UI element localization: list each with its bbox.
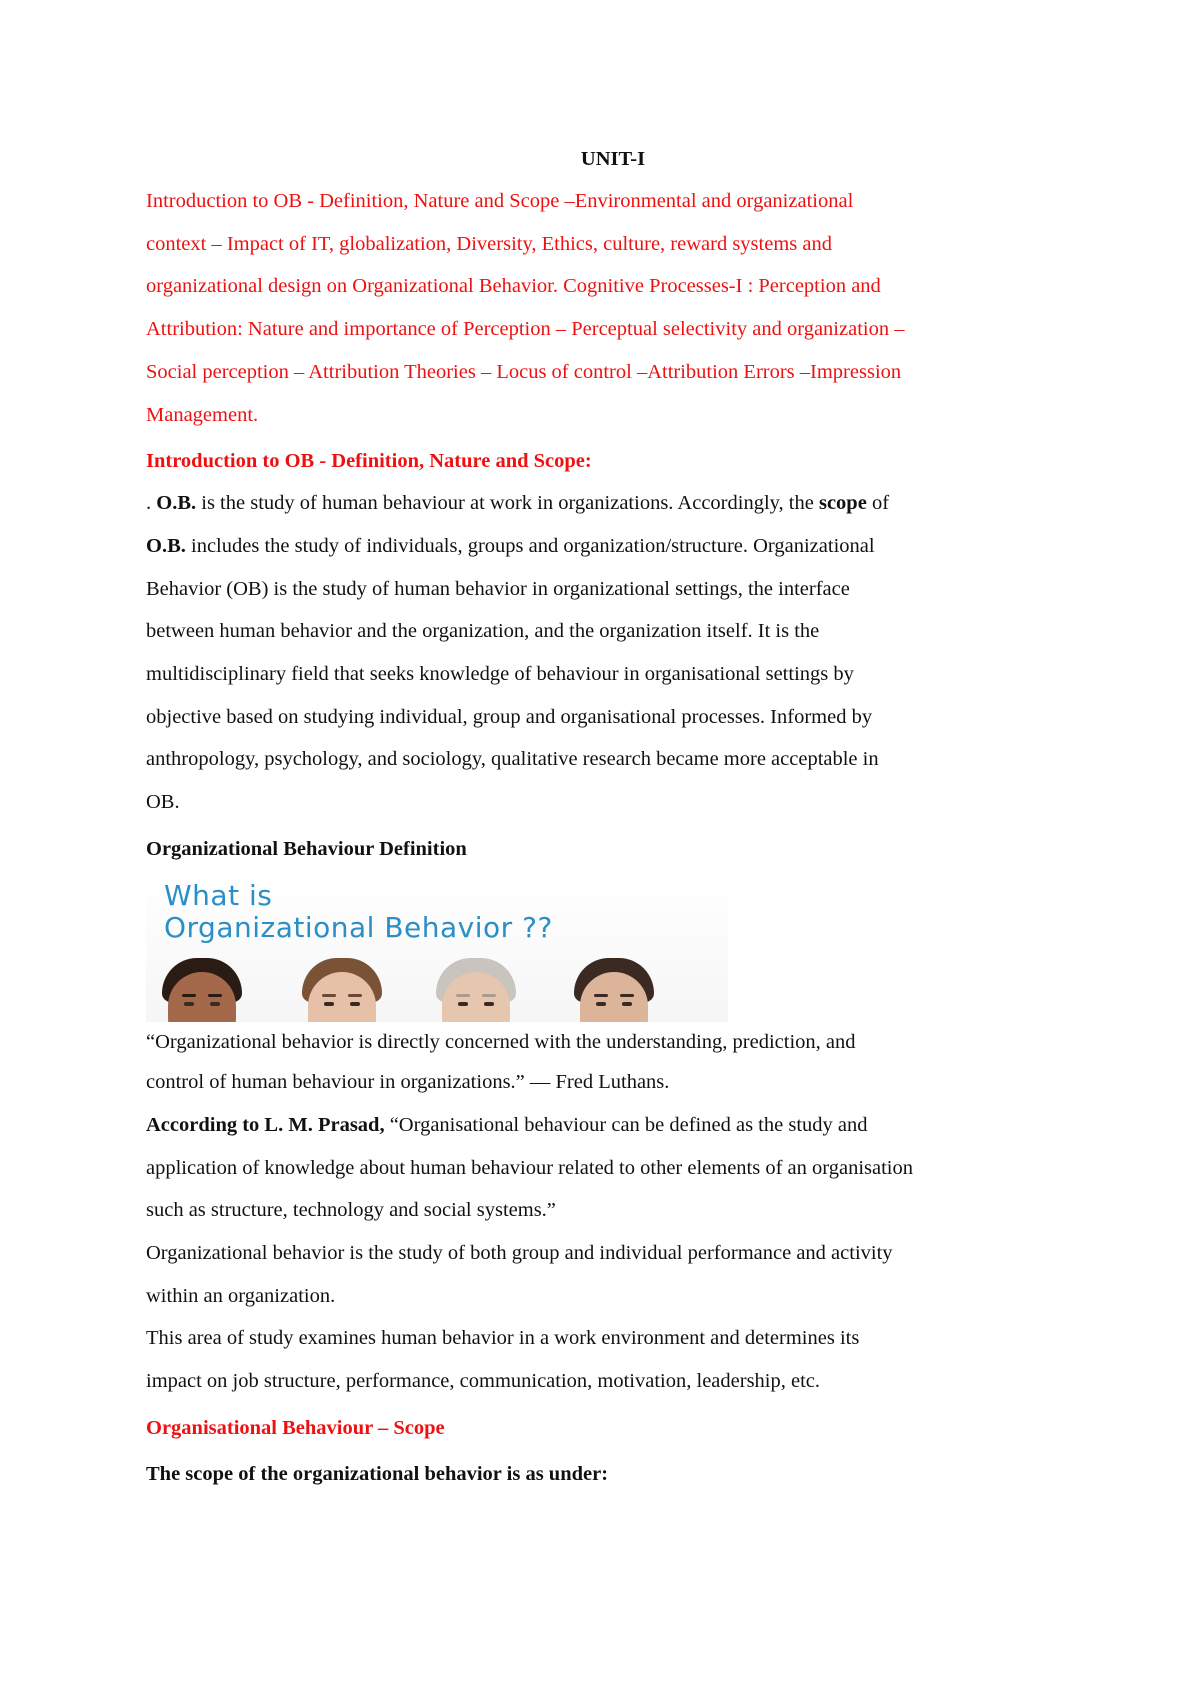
prasad-line: [146, 1104, 1066, 1147]
face-icon: [428, 958, 524, 1022]
unit-title: UNIT-I: [580, 148, 646, 170]
work-environment-paragraph: [146, 1317, 1066, 1402]
prasad-line: such as structure, technology and social systems.”: [146, 1199, 556, 1222]
intro-line: OB.: [146, 791, 180, 814]
heading-scope: Organisational Behaviour – Scope: [146, 1416, 445, 1439]
intro-ob-term: O.B.: [146, 534, 186, 557]
intro-text: of: [866, 492, 890, 515]
prasad-attribution: According to L. M. Prasad,: [146, 1113, 385, 1136]
prasad-line: application of knowledge about human behaviour related to other elements of an organisation: [146, 1156, 913, 1179]
paragraph-line: impact on job structure, performance, communication, motivation, leadership, etc.: [146, 1370, 821, 1393]
banner-line: Organizational Behavior ??: [164, 910, 553, 944]
luthans-definition: [146, 1022, 1066, 1102]
syllabus-line: Introduction to OB - Definition, Nature and Scope –Environmental and organizational: [146, 190, 854, 212]
face-icon: [154, 958, 250, 1022]
paragraph-line: within an organization.: [146, 1284, 336, 1307]
heading-scope-under: The scope of the organizational behavior is as under:: [146, 1462, 609, 1485]
intro-ob-term: O.B.: [156, 492, 197, 515]
syllabus-line: Management.: [146, 403, 259, 426]
paragraph-line: This area of study examines human behavior in a work environment and determines its: [146, 1327, 860, 1350]
syllabus-block: [146, 180, 1066, 436]
luthans-line: control of human behaviour in organizations.” — Fred Luthans.: [146, 1070, 670, 1093]
heading-intro: Introduction to OB - Definition, Nature and Scope:: [146, 450, 592, 473]
intro-lead: .: [146, 492, 157, 515]
intro-line: multidisciplinary field that seeks knowledge of behaviour in organisational settings by: [146, 663, 854, 686]
intro-line: [146, 482, 1066, 525]
face-icon: [294, 958, 390, 1022]
intro-line: [146, 525, 1066, 568]
prasad-definition: [146, 1104, 1066, 1232]
syllabus-line: Attribution: Nature and importance of Perception – Perceptual selectivity and organization –: [146, 318, 905, 341]
syllabus-line: Social perception – Attribution Theories – Locus of control –Attribution Errors –Impression: [146, 360, 902, 383]
intro-line: Behavior (OB) is the study of human behavior in organizational settings, the interface: [146, 577, 850, 600]
intro-line: between human behavior and the organization, and the organization itself. It is the: [146, 620, 820, 643]
document-content: [146, 138, 1066, 1495]
intro-scope-term: scope: [818, 492, 867, 515]
what-is-ob-banner-image: [146, 872, 728, 1022]
syllabus-line: context – Impact of IT, globalization, Diversity, Ethics, culture, reward systems and: [146, 232, 832, 255]
banner-line: What is: [164, 878, 273, 912]
prasad-text: “Organisational behaviour can be defined as the study and: [384, 1113, 868, 1136]
intro-paragraph: [146, 482, 1066, 824]
face-icon: [566, 958, 662, 1022]
syllabus-line: organizational design on Organizational Behavior. Cognitive Processes-I : Perception and: [146, 275, 881, 298]
heading-definition: Organizational Behaviour Definition: [146, 837, 467, 860]
intro-line: objective based on studying individual, group and organisational processes. Informed by: [146, 705, 873, 728]
intro-text: is the study of human behaviour at work in organizations. Accordingly, the: [196, 492, 819, 515]
intro-text: includes the study of individuals, groups and organization/structure. Organizational: [185, 534, 875, 557]
group-individual-paragraph: [146, 1232, 1066, 1317]
paragraph-line: Organizational behavior is the study of both group and individual performance and activity: [146, 1241, 893, 1264]
luthans-line: “Organizational behavior is directly concerned with the understanding, prediction, and: [146, 1030, 856, 1053]
intro-line: anthropology, psychology, and sociology, qualitative research became more acceptable in: [146, 748, 879, 771]
